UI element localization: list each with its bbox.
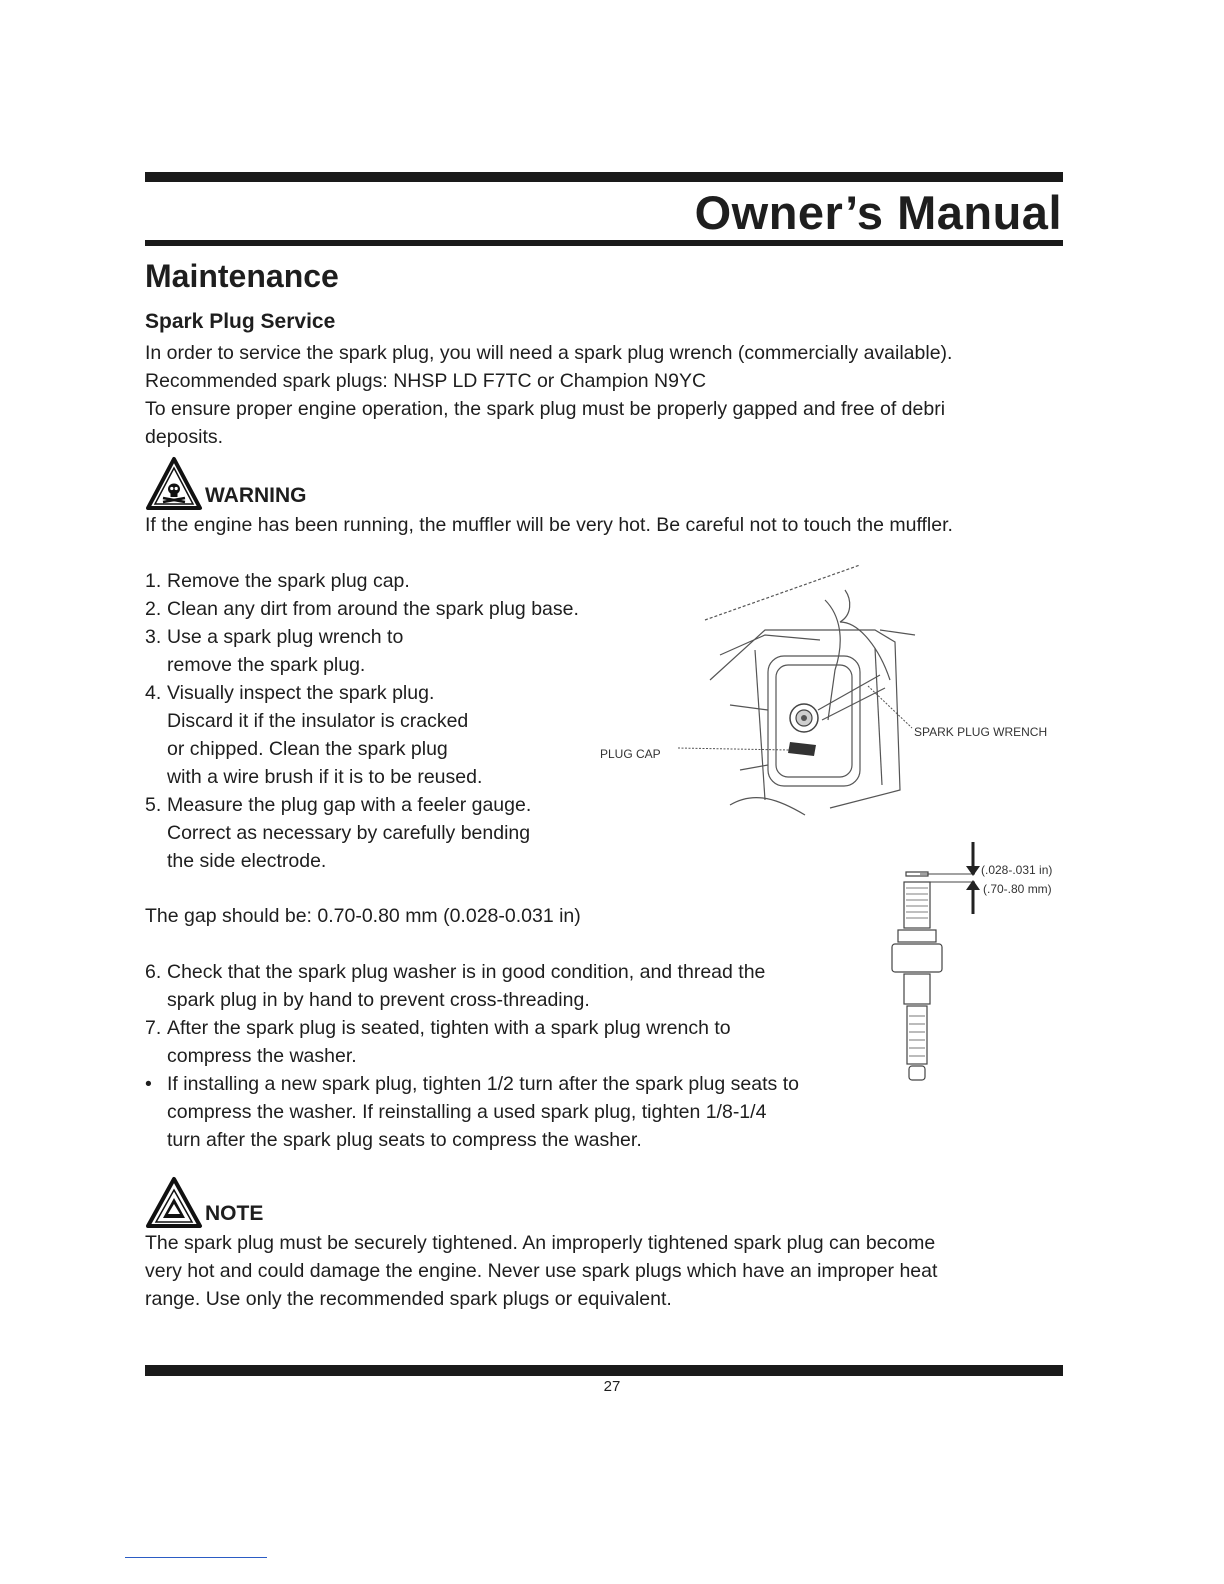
list-item <box>145 567 579 595</box>
list-item <box>145 791 579 875</box>
list-item-line: Visually inspect the spark plug. <box>167 682 435 704</box>
list-item-line: Discard it if the insulator is cracked <box>167 710 469 732</box>
intro-paragraph <box>145 339 952 451</box>
intro-line: To ensure proper engine operation, the spark plug must be properly gapped and free of debri <box>145 398 946 420</box>
bullet-icon: • <box>145 1073 152 1095</box>
list-item-number: 3. <box>145 626 162 648</box>
list-item-line: remove the spark plug. <box>167 654 366 676</box>
plug-cap-shape <box>788 742 816 756</box>
note-line: very hot and could damage the engine. Never use spark plugs which have an improper heat <box>145 1260 938 1282</box>
list-item-number: 5. <box>145 794 162 816</box>
note-line: range. Use only the recommended spark plugs or equivalent. <box>145 1288 672 1310</box>
warning-triangle-icon <box>145 1176 203 1230</box>
list-item-line: compress the washer. If reinstalling a used spark plug, tighten 1/8-1/4 <box>167 1101 767 1123</box>
page-number: 27 <box>603 1378 621 1395</box>
steps-list-2 <box>145 958 799 1154</box>
wrench-leader <box>868 686 912 728</box>
warning-label: WARNING <box>205 484 307 507</box>
list-item-number: 6. <box>145 961 162 983</box>
list-item <box>145 679 579 791</box>
intro-line: In order to service the spark plug, you will need a spark plug wrench (commercially available). <box>145 342 953 364</box>
list-item-line: Clean any dirt from around the spark plug base. <box>167 598 579 620</box>
gap-mm-label: (.70-.80 mm) <box>983 882 1052 896</box>
spark-plug-wrench-figure <box>590 560 1080 820</box>
list-item-line: or chipped. Clean the spark plug <box>167 738 448 760</box>
list-item-line: Use a spark plug wrench to <box>167 626 404 648</box>
list-item-line: spark plug in by hand to prevent cross-threading. <box>167 989 590 1011</box>
list-item-number: 1. <box>145 570 162 592</box>
warning-text: If the engine has been running, the muffler will be very hot. Be careful not to touch the muffler. <box>145 514 953 536</box>
steps-list-1 <box>145 567 579 875</box>
list-item <box>145 1014 799 1070</box>
spark-plug-gap-figure <box>880 840 1080 1090</box>
footer-underline <box>125 1557 267 1558</box>
footer-rule <box>145 1365 1063 1376</box>
header-rule-top <box>145 172 1063 182</box>
plug-insulator <box>907 1006 927 1064</box>
list-item <box>145 623 579 679</box>
list-item <box>145 595 579 623</box>
list-item-line: turn after the spark plug seats to compress the washer. <box>167 1129 642 1151</box>
plug-threads <box>904 882 930 928</box>
list-item-line: Correct as necessary by carefully bending <box>167 822 531 844</box>
list-item-number: 7. <box>145 1017 162 1039</box>
plug-hex-nut <box>892 944 942 972</box>
header-rule-bottom <box>145 240 1063 246</box>
skull-warning-icon <box>145 456 203 512</box>
note-label: NOTE <box>205 1202 264 1225</box>
list-item-line: the side electrode. <box>167 850 327 872</box>
plug-cap-leader <box>678 748 789 750</box>
list-item-line: If installing a new spark plug, tighten 1/2 turn after the spark plug seats to <box>167 1073 799 1095</box>
list-item-line: Remove the spark plug cap. <box>167 570 410 592</box>
spark-plug-wrench-label: SPARK PLUG WRENCH <box>914 725 1048 739</box>
document-title: Owner’s Manual <box>694 186 1062 239</box>
list-item-line: compress the washer. <box>167 1045 357 1067</box>
intro-line: Recommended spark plugs: NHSP LD F7TC or Champion N9YC <box>145 370 707 392</box>
subsection-title: Spark Plug Service <box>145 310 336 333</box>
list-item-line: Measure the plug gap with a feeler gauge. <box>167 794 532 816</box>
list-item <box>145 958 799 1014</box>
list-item-number: 2. <box>145 598 162 620</box>
list-item-line: Check that the spark plug washer is in good condition, and thread the <box>167 961 766 983</box>
intro-line: deposits. <box>145 426 224 448</box>
plug-cap-label: PLUG CAP <box>600 747 661 761</box>
note-paragraph <box>145 1229 937 1313</box>
gap-specification: The gap should be: 0.70-0.80 mm (0.028-0.031 in) <box>145 905 581 927</box>
list-item <box>145 1070 799 1154</box>
list-item-line: with a wire brush if it is to be reused. <box>167 766 483 788</box>
gap-inch-label: (.028-.031 in) <box>981 863 1053 877</box>
list-item-number: 4. <box>145 682 162 704</box>
list-item-line: After the spark plug is seated, tighten with a spark plug wrench to <box>167 1017 731 1039</box>
note-line: The spark plug must be securely tightened. An improperly tightened spark plug can become <box>145 1232 936 1254</box>
section-title: Maintenance <box>145 258 339 294</box>
